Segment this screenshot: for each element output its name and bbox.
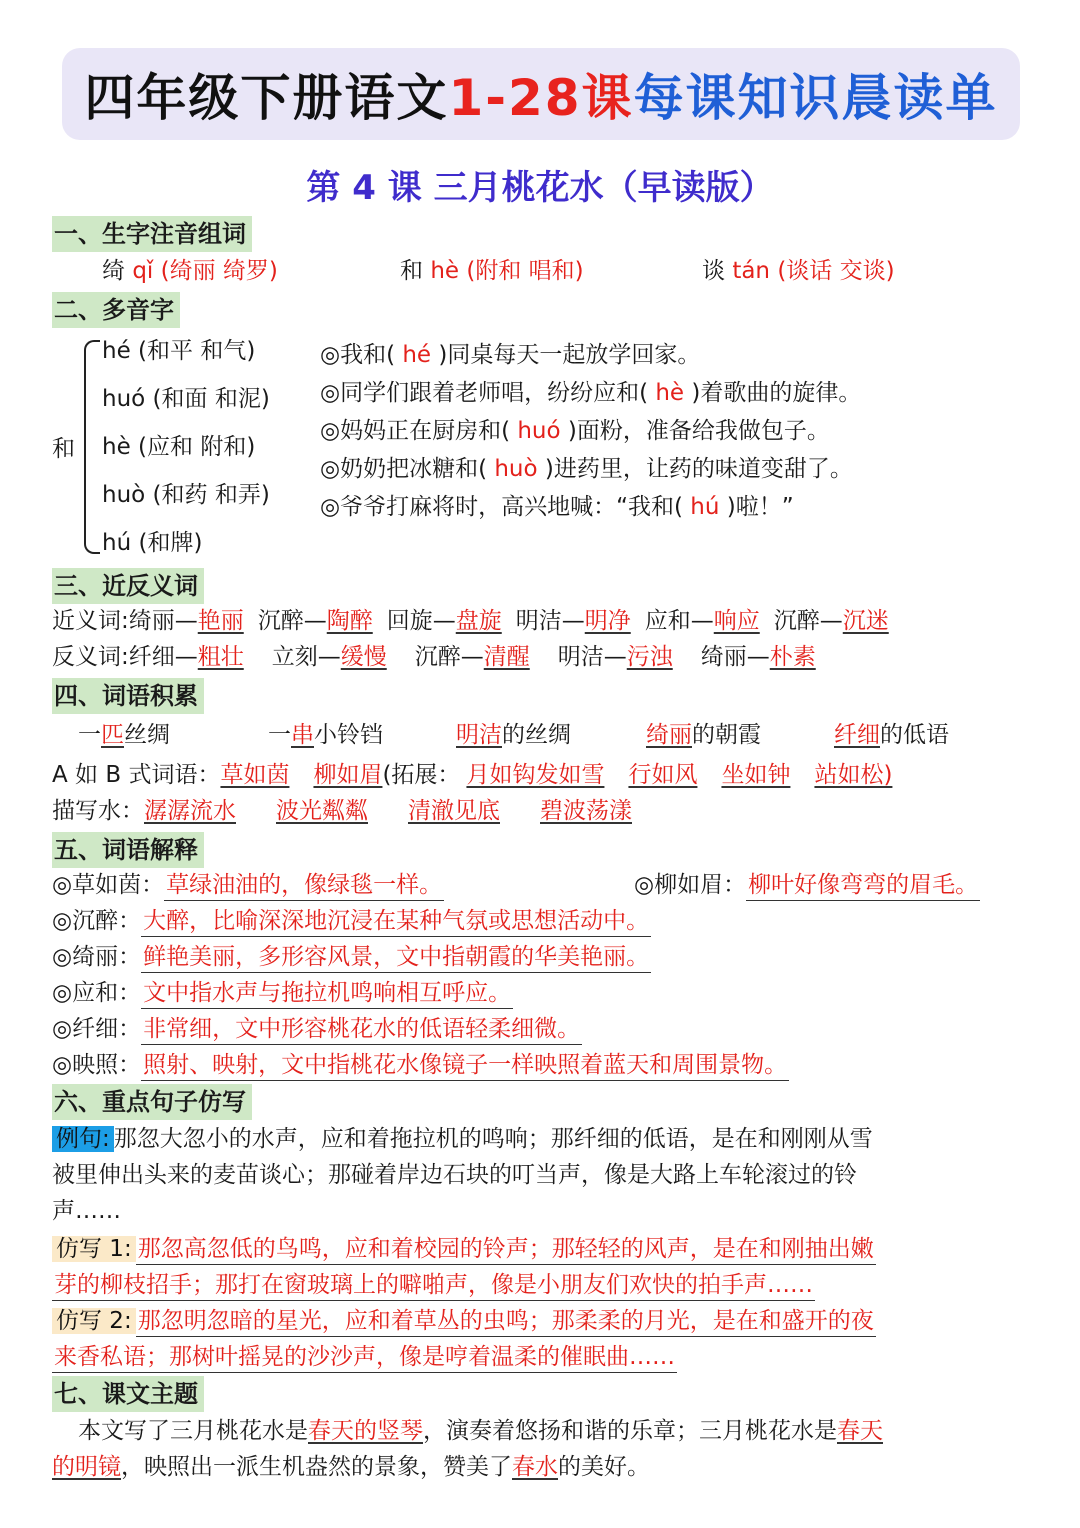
title-part-grade: 四年级下册语文 [84, 69, 449, 127]
ab-words-line: A 如 B 式词语：草如茵 柳如眉(拓展： 月如钩发如雪 行如风 坐如钟 站如松) [52, 762, 893, 788]
polyphone-char: 和 [52, 436, 75, 462]
example-line-1: 例句: 那忽大忽小的水声，应和着拖拉机的鸣响；那纤细的低语，是在和刚刚从雪 [52, 1124, 873, 1154]
section-heading-7: 七、课文主题 [52, 1376, 204, 1412]
char-item-3: 谈 tán (谈话 交谈) [702, 258, 895, 284]
fill-word-5: 纤细的低语 [834, 722, 949, 748]
reading-1: hé (和平 和气) [102, 338, 256, 364]
section-heading-3: 三、近反义词 [52, 568, 204, 604]
brace-bracket [84, 340, 100, 554]
synonym-line: 近义词:绮丽—艳丽 沉醉—陶醉 回旋—盘旋 明洁—明净 应和—响应 沉醉—沉迷 [52, 608, 889, 634]
definition-1: ◎草如茵：草绿油油的，像绿毯一样。 [52, 870, 444, 901]
reading-4: huò (和药 和弄) [102, 482, 270, 508]
antonym-line: 反义词:纤细—粗壮 立刻—缓慢 沉醉—清醒 明洁—污浊 绮丽—朴素 [52, 644, 816, 670]
definition-2: ◎柳如眉：柳叶好像弯弯的眉毛。 [634, 870, 980, 901]
reading-5: hú (和牌) [102, 530, 203, 556]
definition-6: ◎纤细：非常细，文中形容桃花水的低语轻柔细微。 [52, 1014, 582, 1045]
definition-3: ◎沉醉：大醉，比喻深深地沉浸在某种气氛或思想活动中。 [52, 906, 651, 937]
section-heading-5: 五、词语解释 [52, 832, 204, 868]
example-line-3: 声…… [52, 1198, 121, 1224]
theme-line-1: 本文写了三月桃花水是春天的竖琴，演奏着悠扬和谐的乐章；三月桃花水是春天 [78, 1418, 883, 1444]
section-heading-2: 二、多音字 [52, 292, 180, 328]
definition-5: ◎应和：文中指水声与拖拉机鸣响相互呼应。 [52, 978, 513, 1009]
example-line-2: 被里伸出头来的麦苗谈心；那碰着岸边石块的叮当声，像是大路上车轮滚过的铃 [52, 1162, 857, 1188]
fill-word-4: 绮丽的朝霞 [646, 722, 761, 748]
reading-3: hè (应和 附和) [102, 434, 256, 460]
section-heading-6: 六、重点句子仿写 [52, 1084, 252, 1120]
example-sentence-5: ◎爷爷打麻将时，高兴地喊：“我和( hú )啦！” [320, 494, 794, 520]
imitation-1-line-2: 芽的柳枝招手；那打在窗玻璃上的噼啪声，像是小朋友们欢快的拍手声…… [52, 1270, 815, 1301]
imitation-2-line-2: 来香私语；那树叶摇晃的沙沙声，像是哼着温柔的催眠曲…… [52, 1342, 677, 1373]
water-words-line: 描写水：潺潺流水 波光粼粼 清澈见底 碧波荡漾 [52, 798, 632, 824]
definition-4: ◎绮丽：鲜艳美丽，多形容风景，文中指朝霞的华美艳丽。 [52, 942, 651, 973]
imitation-2-line-1: 仿写 2: 那忽明忽暗的星光，应和着草丛的虫鸣；那柔柔的月光，是在和盛开的夜 [52, 1306, 876, 1337]
theme-line-2: 的明镜，映照出一派生机盎然的景象，赞美了春水的美好。 [52, 1454, 650, 1480]
char-item-1: 绮 qǐ (绮丽 绮罗) [102, 258, 278, 284]
example-sentence-1: ◎我和( hé )同桌每天一起放学回家。 [320, 342, 701, 368]
example-tag: 例句: [52, 1126, 114, 1152]
fill-word-2: 一串小铃铛 [268, 722, 383, 748]
title-banner [62, 48, 1020, 140]
example-sentence-4: ◎奶奶把冰糖和( huò )进药里，让药的味道变甜了。 [320, 456, 853, 482]
fill-word-1: 一匹丝绸 [78, 722, 170, 748]
example-sentence-3: ◎妈妈正在厨房和( huó )面粉，准备给我做包子。 [320, 418, 830, 444]
section-heading-1: 一、生字注音组词 [52, 216, 252, 252]
title-part-morning: 每课知识晨读单 [633, 69, 998, 127]
definition-7: ◎映照：照射、映射，文中指桃花水像镜子一样映照着蓝天和周围景物。 [52, 1050, 789, 1081]
imitation-1-tag: 仿写 1: [52, 1236, 136, 1262]
lesson-title: 第 4 课 三月桃花水（早读版） [306, 168, 774, 208]
imitation-2-tag: 仿写 2: [52, 1308, 136, 1334]
imitation-1-line-1: 仿写 1: 那忽高忽低的鸟鸣，应和着校园的铃声；那轻轻的风声，是在和刚抽出嫩 [52, 1234, 876, 1265]
reading-2: huó (和面 和泥) [102, 386, 270, 412]
section-heading-4: 四、词语积累 [52, 678, 204, 714]
example-sentence-2: ◎同学们跟着老师唱，纷纷应和( hè )着歌曲的旋律。 [320, 380, 862, 406]
title-part-lessons: 1-28课 [448, 69, 634, 127]
char-item-2: 和 hè (附和 唱和) [400, 258, 584, 284]
fill-word-3: 明洁的丝绸 [456, 722, 571, 748]
